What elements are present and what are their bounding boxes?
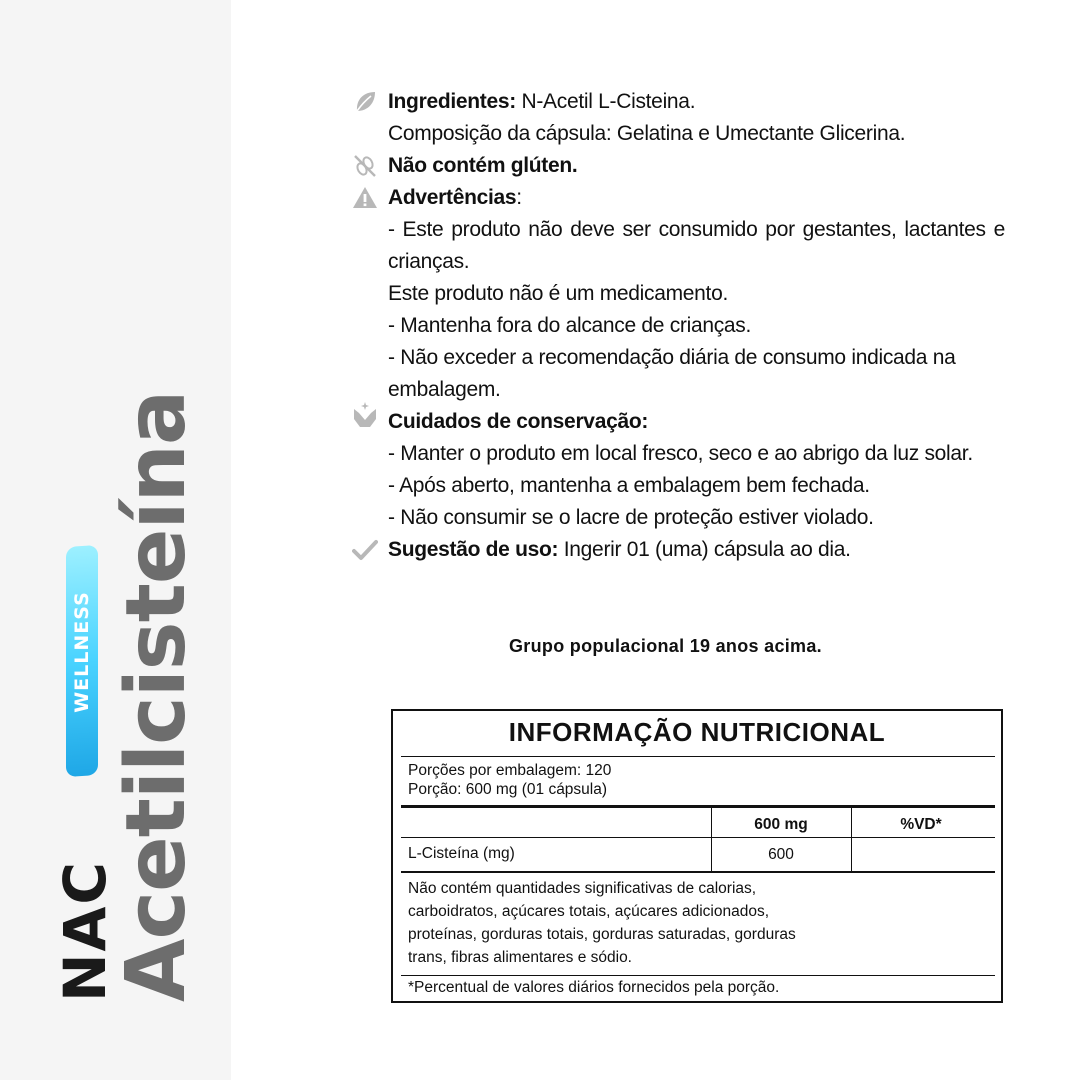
nutrition-note-line-2: carboidratos, açúcares totais, açúcares adicionados, [408, 903, 770, 920]
nutrient-name: L-Cisteína (mg) [408, 845, 515, 862]
nutrition-note-line-3: proteínas, gorduras totais, gorduras saturadas, gorduras [408, 926, 796, 943]
servings-per-package: Porções por embalagem: 120 [408, 762, 612, 779]
product-name: Acetilcisteína [109, 390, 204, 1002]
hands-care-icon [352, 398, 378, 430]
column-header-amount: 600 mg [754, 816, 808, 833]
conservation-3: - Não consumir se o lacre de proteção estiver violado. [388, 506, 874, 529]
nutrition-title: INFORMAÇÃO NUTRICIONAL [508, 717, 886, 747]
usage-label: Sugestão de uso: [388, 538, 559, 561]
conservation-row [352, 406, 1012, 438]
usage-row [352, 534, 1012, 566]
warning-1: - Este produto não deve ser consumido por gestantes, lactantes e crianças. [388, 218, 1005, 273]
side-panel [0, 0, 231, 1080]
usage-value: Ingerir 01 (uma) cápsula ao dia. [558, 538, 851, 561]
warnings-label: Advertências [388, 186, 517, 209]
leaf-icon [352, 89, 378, 115]
conservation-2: - Após aberto, mantenha a embalagem bem fechada. [388, 474, 870, 497]
column-header-dv: %VD* [900, 816, 942, 833]
wellness-badge-label: WELLNESS [71, 591, 93, 713]
warning-icon [352, 185, 378, 211]
serving-size: Porção: 600 mg (01 cápsula) [408, 781, 608, 798]
warnings-row [352, 182, 1012, 214]
population-group: Grupo populacional 19 anos acima. [509, 636, 822, 656]
no-gluten-icon [352, 153, 378, 179]
gluten-row [352, 150, 1012, 182]
warning-3: - Mantenha fora do alcance de crianças. [388, 314, 752, 337]
nutrition-table [391, 709, 1003, 1003]
warning-2: Este produto não é um medicamento. [388, 282, 729, 305]
ingredients-row [352, 86, 1012, 118]
ingredients-value: N-Acetil L-Cisteina. [515, 90, 696, 113]
nutrition-note-line-1: Não contém quantidades significativas de calorias, [408, 880, 757, 897]
warning-4: - Não exceder a recomendação diária de consumo indicada na embalagem. [388, 346, 956, 401]
conservation-1: - Manter o produto em local fresco, seco e ao abrigo da luz solar. [388, 442, 973, 465]
product-short-name: NAC [51, 860, 119, 1002]
nutrient-amount: 600 [768, 846, 794, 863]
nutrition-footnote: *Percentual de valores diários fornecidos pela porção. [408, 979, 780, 996]
gluten-statement: Não contém glúten. [388, 154, 578, 177]
capsule-composition: Composição da cápsula: Gelatina e Umectante Glicerina. [388, 122, 906, 145]
conservation-label: Cuidados de conservação: [388, 410, 649, 433]
checkmark-icon [352, 537, 378, 563]
ingredients-label: Ingredientes: [388, 90, 516, 113]
warnings-colon: : [516, 186, 522, 209]
nutrition-note-line-4: trans, fibras alimentares e sódio. [408, 949, 632, 966]
label-info [352, 86, 1012, 566]
